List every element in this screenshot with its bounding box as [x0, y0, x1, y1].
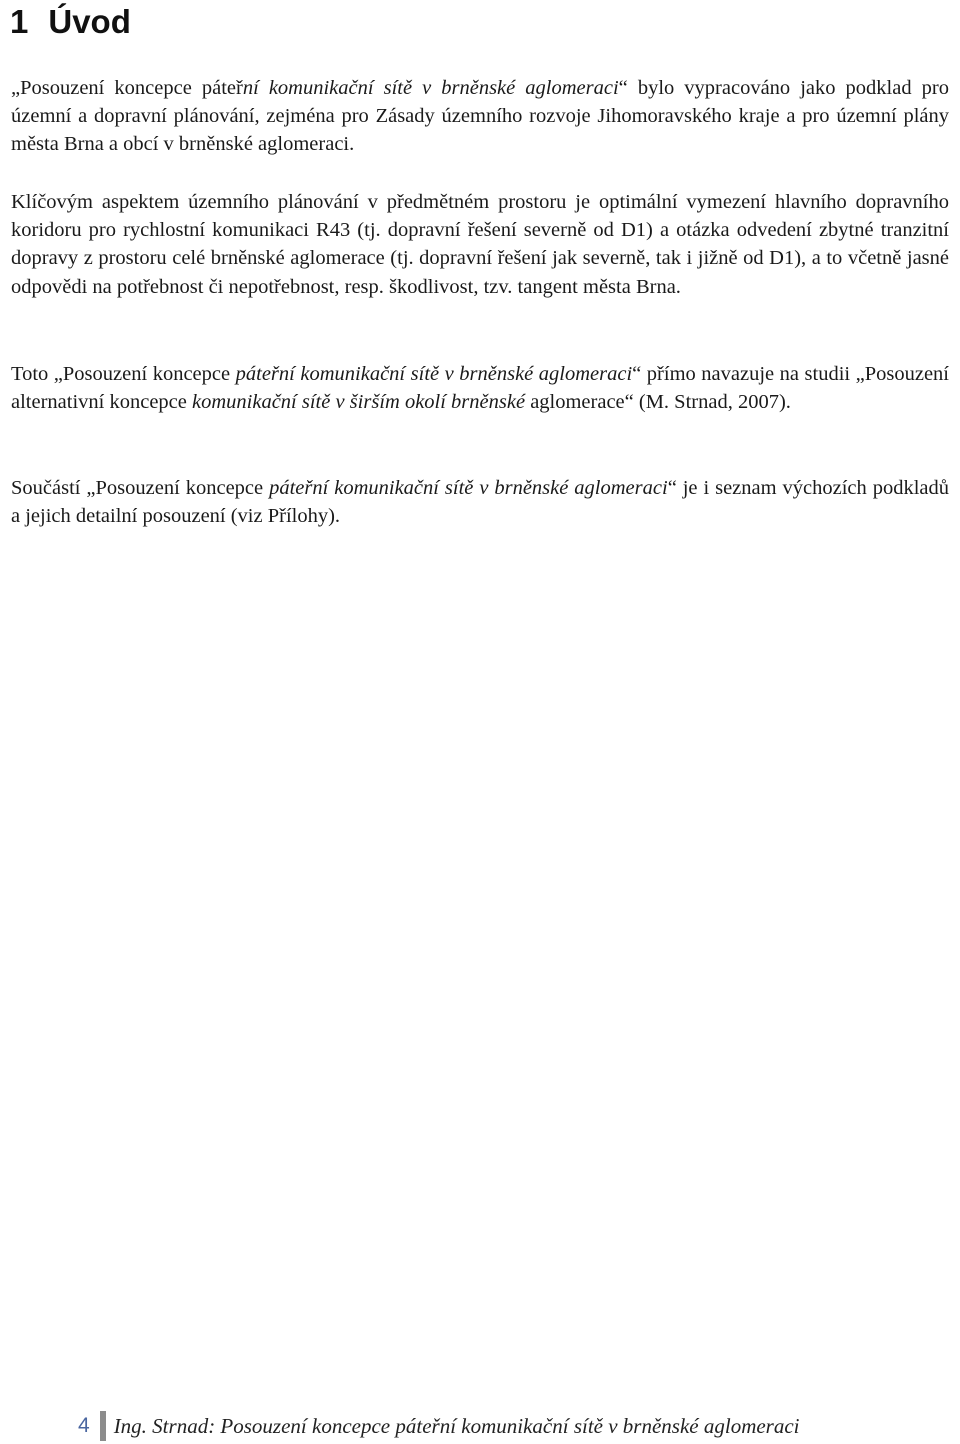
italic-title-run: komunikační sítě v širším okolí brněnské: [192, 391, 526, 414]
paragraph-3: [11, 360, 949, 416]
section-title: Úvod: [48, 3, 131, 40]
text-run: Klíčovým aspektem územního plánování v předmětném prostoru je optimální vymezení hlavního dopravního koridoru pro rychlostní komunikaci R43 (tj. dopravní řešení severně od D1) a otázka odvedení zbytné tranzitní dopravy z prostoru celé brněnské aglomerace (tj. dopravní řešení jak severně, tak i jižně od D1), a to včetně jasné odpovědi na potřebnost či nepotřebnost, resp. škodlivost, tzv. tangent města Brna.: [11, 191, 949, 298]
paragraph-4: [11, 474, 949, 530]
italic-title-run: ní komunikační sítě v brněnské aglomeraci: [242, 77, 619, 99]
text-run: aglomerace“ (M. Strnad, 2007).: [525, 391, 791, 414]
text-run: „Posouzení koncepce páteř: [11, 77, 243, 99]
paragraph-2: [11, 188, 949, 301]
text-run: Toto „Posouzení koncepce: [11, 363, 236, 385]
text-run: Součástí „Posouzení koncepce: [11, 477, 270, 499]
text-run: “ je i seznam výchozích podkladů a jejich detailní posouzení (viz Přílohy).: [11, 477, 949, 528]
paragraph-1: [11, 74, 949, 159]
italic-title-run: páteřní komunikační sítě v brněnské aglomeraci: [235, 363, 633, 385]
page-number: 4: [78, 1414, 90, 1437]
text-run: “ bylo vypracováno jako podklad pro územní a dopravní plánování, zejména pro Zásady územního rozvoje Jihomoravského kraje a pro územní plány města Brna a obcí v brněnské aglomeraci.: [11, 77, 949, 156]
section-number: 1: [10, 3, 29, 40]
text-run: “ přímo navazuje na studii „Posouzení alternativní koncepce: [11, 363, 949, 414]
page-footer: [78, 1408, 800, 1444]
italic-title-run: páteřní komunikační sítě v brněnské aglomeraci: [269, 477, 668, 499]
running-title: Ing. Strnad: Posouzení koncepce páteřní komunikační sítě v brněnské aglomeraci: [113, 1413, 800, 1438]
footer-divider: [100, 1411, 106, 1441]
section-heading: [10, 0, 131, 44]
